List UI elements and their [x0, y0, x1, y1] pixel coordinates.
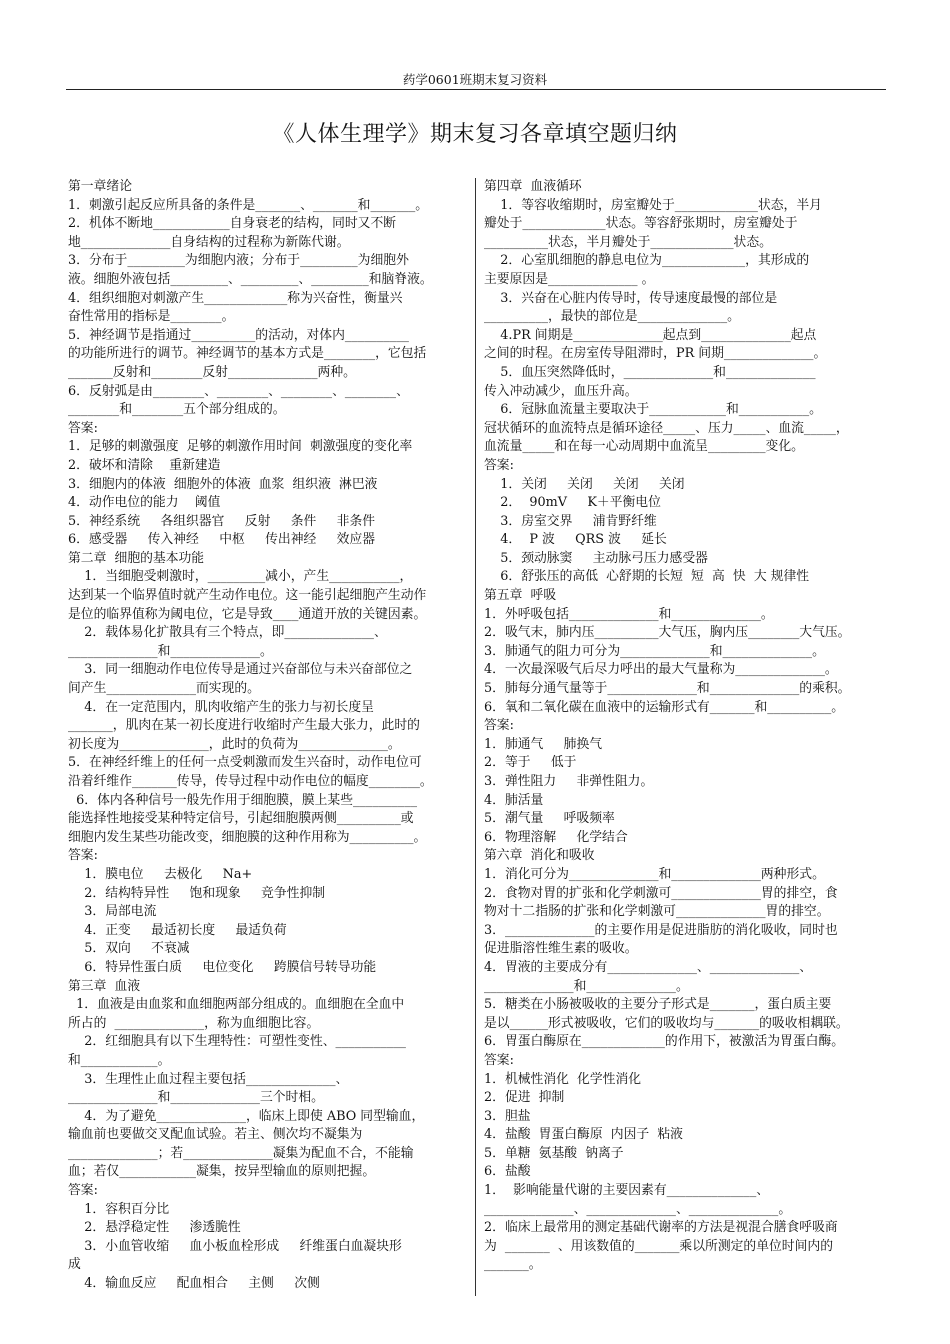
text-line: 地______________自身结构的过程称为新陈代谢。 [68, 234, 350, 250]
text-line: 2．悬浮稳定性 渗透脆性 [68, 1220, 241, 1236]
text-line: 成 [68, 1257, 81, 1273]
text-line: 3．生理性止血过程主要包括______________、 [68, 1071, 349, 1087]
text-line: 6．反射弧是由________、________、________、________、 [68, 383, 409, 399]
text-line: 奋性常用的指标是________。 [68, 309, 235, 325]
text-line: 1．足够的刺激强度 足够的刺激作用时间 刺激强度的变化率 [68, 439, 413, 455]
text-line: 2．等于 低于 [484, 755, 577, 771]
text-line: 2．机体不断地____________自身衰老的结构，同时又不断 [68, 216, 397, 232]
text-line: 3．同一细胞动作电位传导是通过兴奋部位与未兴奋部位之 [68, 662, 413, 678]
text-line: 1．膜电位 去极化 Na+ [68, 866, 253, 882]
text-line: 细胞内发生某些功能改变，细胞膜的这种作用称为__________。 [68, 829, 427, 845]
text-line: 输血前也要做交叉配血试验。若主、侧次均不凝集为 [68, 1127, 363, 1143]
text-line: 1．机械性消化 化学性消化 [484, 1071, 642, 1087]
text-line: 5．血压突然降低时，______________和______________ [484, 364, 816, 380]
text-line: 第一章绪论 [68, 179, 132, 194]
text-line: 答案: [484, 457, 514, 473]
text-line: 的功能所进行的调节。神经调节的基本方式是________，它包括 [68, 346, 427, 362]
text-line: ______________和______________。 [484, 978, 689, 994]
text-line: ______________、______________、______________。 [484, 1201, 792, 1217]
header-rule [66, 89, 886, 90]
text-line: 6．特异性蛋白质 电位变化 跨膜信号转导功能 [68, 959, 377, 975]
text-line: 2．结构特异性 饱和现象 竞争性抑制 [68, 885, 326, 901]
text-line: 冠状循环的血流特点是循环途径_____、压力_____、血流_____， [484, 420, 849, 436]
text-line: 血；若仅____________凝集，按异型输血的原则把握。 [68, 1164, 376, 1180]
text-line: _______反射和________反射______________两种。 [68, 364, 356, 380]
text-line: 1．当细胞受刺激时，_________减小，产生___________， [68, 569, 413, 585]
text-line: 第五章 呼吸 [484, 588, 557, 604]
text-line: _______。 [484, 1257, 542, 1273]
text-line: ________和________五个部分组成的。 [68, 402, 286, 418]
text-line: 2．载体易化扩散具有三个特点，即______________、 [68, 625, 387, 641]
text-line: 间产生______________而实现的。 [68, 681, 260, 697]
text-line: 2．促进 抑制 [484, 1090, 565, 1106]
text-line: 为 _______ 、用该数值的_______乘以所测定的单位时间内的 [484, 1238, 833, 1254]
text-line: 达到某一个临界值时就产生动作电位。这一能引起细胞产生动作 [68, 588, 427, 604]
text-line: 血流量_____和在每一心动周期中血流呈_________变化。 [484, 439, 804, 455]
text-line: 5．单糖 氨基酸 钠离子 [484, 1145, 624, 1161]
running-header: 药学0601班期末复习资料 [402, 72, 548, 87]
text-line: 3．胆盐 [484, 1108, 531, 1124]
text-line: 4．正变 最适初长度 最适负荷 [68, 922, 287, 938]
text-line: 5．糖类在小肠被吸收的主要分子形式是_______，蛋白质主要 [484, 997, 832, 1013]
text-line: 2．心室肌细胞的静息电位为_____________，其形成的 [484, 253, 810, 269]
text-line: 6．体内各种信号一般先作用于细胞膜，膜上某些__________ [68, 792, 417, 808]
page-title: 《人体生理学》期末复习各章填空题归纳 [272, 122, 678, 147]
text-line: 5．在神经纤维上的任何一点受刺激而发生兴奋时，动作电位可 [68, 755, 422, 771]
text-line: 答案: [68, 1183, 98, 1199]
text-line: 2．吸气末，肺内压__________大气压，胸内压________大气压。 [484, 625, 851, 641]
text-line: 1． 影响能量代谢的主要因素有______________、 [484, 1183, 770, 1199]
text-line: 第三章 血液 [68, 978, 141, 994]
text-line: 2．红细胞具有以下生理特性：可塑性变性、___________ [68, 1034, 406, 1050]
text-line: 答案: [484, 1052, 514, 1068]
text-line: 3．局部电流 [68, 904, 157, 920]
column-divider [475, 178, 476, 1296]
text-line: 2．临床上最常用的测定基础代谢率的方法是视混合膳食呼吸商 [484, 1220, 838, 1236]
text-line: 所占的 ______________，称为血细胞比容。 [68, 1015, 320, 1031]
text-line: 5．潮气量 呼吸频率 [484, 811, 615, 827]
text-line: 3．房室交界 浦肯野纤维 [484, 513, 657, 529]
text-line: 4．盐酸 胃蛋白酶原 内因子 粘液 [484, 1127, 683, 1143]
text-line: 4．一次最深吸气后尽力呼出的最大气量称为______________。 [484, 662, 838, 678]
text-line: 2． 90mV K＋平衡电位 [484, 495, 661, 511]
text-line: 之间的时程。在房室传导阻滞时，PR 间期______________。 [484, 346, 827, 362]
text-line: 3．兴奋在心脏内传导时，传导速度最慢的部位是 [484, 290, 778, 306]
text-line: 第六章 消化和吸收 [484, 848, 595, 864]
text-line: 6．冠脉血流量主要取决于____________和___________。 [484, 402, 822, 418]
left-column [68, 178, 470, 1294]
text-line: __________，最快的部位是______________。 [484, 309, 740, 325]
text-line: 2．破坏和清除 重新建造 [68, 457, 221, 473]
text-line: 1．容积百分比 [68, 1201, 170, 1217]
text-line: 液。细胞外液包括_________、_________、_________和脑脊液。 [68, 271, 433, 287]
text-line: 6．舒张压的高低 心舒期的长短 短 高 快 大 规律性 [484, 569, 810, 585]
text-line: 5．颈动脉窦 主动脉弓压力感受器 [484, 550, 708, 566]
text-line: 5．肺每分通气量等于______________和______________的乘积。 [484, 681, 851, 697]
text-line: 答案: [68, 420, 98, 436]
text-line: 4．为了避免______________，临床上即使 ABO 同型输血， [68, 1108, 425, 1124]
text-line: 5．神经系统 各组织器官 反射 条件 非条件 [68, 513, 376, 529]
text-line: 3．分布于_________为细胞内液；分布于_________为细胞外 [68, 253, 409, 269]
text-line: _______，肌肉在某一初长度进行收缩时产生最大张力，此时的 [68, 718, 420, 734]
text-line: 5．双向 不衰减 [68, 941, 190, 957]
text-line: 1．消化可分为______________和______________两种形式。 [484, 866, 825, 882]
text-line: 6．氧和二氧化碳在血液中的运输形式有_______和__________。 [484, 699, 845, 715]
text-line: 4． P 波 QRS 波 延长 [484, 532, 667, 548]
text-line: 是位的临界值称为阈电位，它是导致____通道开放的关键因素。 [68, 606, 427, 622]
text-line: 4．肺活量 [484, 792, 544, 808]
text-line: 2．食物对胃的扩张和化学刺激可______________胃的排空，食 [484, 885, 838, 901]
text-line: 6．物理溶解 化学结合 [484, 829, 628, 845]
text-line: 能选择性地接受某种特定信号，引起细胞膜两侧__________或 [68, 811, 414, 827]
text-line: 3．细胞内的体液 细胞外的体液 血浆 组织液 淋巴液 [68, 476, 378, 492]
text-line: 主要原因是______________ 。 [484, 271, 655, 287]
text-line: 6．胃蛋白酶原在_____________的作用下，被激活为胃蛋白酶。 [484, 1034, 845, 1050]
text-line: 第四章 血液循环 [484, 179, 582, 194]
text-line: ______________和______________三个时相。 [68, 1090, 324, 1106]
text-line: 物对十二指肠的扩张和化学刺激可______________胃的排空。 [484, 904, 830, 920]
text-line: 是以______形式被吸收，它们的吸收均与_______的吸收相耦联。 [484, 1015, 849, 1031]
text-line: 4．组织细胞对刺激产生_____________称为兴奋性，衡量兴 [68, 290, 403, 306]
text-line: 促进脂溶性维生素的吸收。 [484, 941, 638, 957]
text-line: 1．血液是由血浆和血细胞两部分组成的。血细胞在全血中 [68, 997, 405, 1013]
text-line: 沿着纤维作_______传导，传导过程中动作电位的幅度________。 [68, 774, 433, 789]
text-line: 3．小血管收缩 血小板血栓形成 纤维蛋白血凝块形 [68, 1238, 402, 1254]
text-line: 6．盐酸 [484, 1164, 531, 1180]
right-column [484, 178, 886, 1275]
text-line: 4．胃液的主要成分有______________、______________、 [484, 959, 813, 975]
text-line: 初长度为______________，此时的负荷为______________。 [68, 736, 401, 752]
text-line: 答案: [68, 848, 98, 864]
text-line: 3．肺通气的阻力可分为______________和______________。 [484, 643, 825, 659]
text-line: 1．外呼吸包括______________和______________。 [484, 606, 774, 622]
text-line: ______________；若______________凝集为配血不合，不能输 [68, 1145, 414, 1161]
text-line: 1．刺激引起反应所具备的条件是_______、_______和_______。 [68, 197, 429, 213]
text-line: 5．神经调节是指通过__________的活动，对体内__________ [68, 327, 409, 343]
text-line: 6．感受器 传入神经 中枢 传出神经 效应器 [68, 532, 376, 548]
text-line: 3．______________的主要作用是促进脂肪的消化吸收，同时也 [484, 922, 838, 938]
text-line: 传入冲动减少，血压升高。 [484, 383, 638, 399]
text-line: 第二章 细胞的基本功能 [68, 550, 205, 566]
text-line: 4．输血反应 配血相合 主侧 次侧 [68, 1276, 320, 1292]
text-line: 3．弹性阻力 非弹性阻力。 [484, 774, 654, 789]
text-line: 1．等容收缩期时，房室瓣处于_____________状态，半月 [484, 197, 822, 213]
text-line: 4．动作电位的能力 阈值 [68, 495, 221, 511]
text-line: 答案: [484, 718, 514, 734]
text-line: __________状态，半月瓣处于_____________状态。 [484, 234, 772, 250]
text-line: 和____________。 [68, 1052, 171, 1068]
text-line: 瓣处于_____________状态。等容舒张期时，房室瓣处于 [484, 216, 798, 232]
text-line: 1．关闭 关闭 关闭 关闭 [484, 476, 685, 492]
text-line: 4．在一定范围内，肌肉收缩产生的张力与初长度呈 [68, 699, 374, 715]
text-line: 4.PR 间期是______________起点到______________起点 [484, 327, 817, 343]
text-line: 1．肺通气 肺换气 [484, 736, 603, 752]
text-line: ______________和______________。 [68, 643, 273, 659]
